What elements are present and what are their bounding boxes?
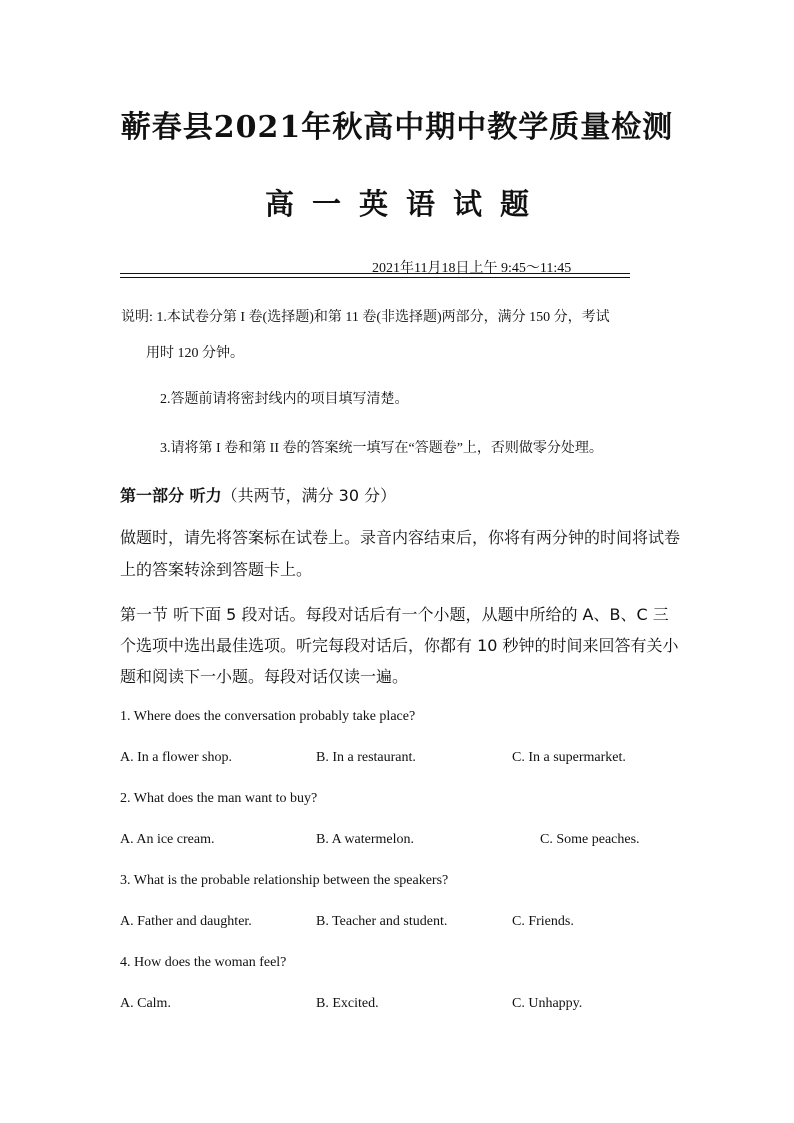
question-2: 2. What does the man want to buy? <box>120 791 318 806</box>
question-1-option-b: B. In a restaurant. <box>316 750 416 765</box>
part1-heading-bold: 第一部分 听力 <box>120 486 222 505</box>
header-rule-thick <box>120 273 630 274</box>
question-3-option-b: B. Teacher and student. <box>316 914 448 929</box>
note-1-line-1: 说明: 1.本试卷分第 I 卷(选择题)和第 11 卷(非选择题)两部分，满分 150 分，考试 <box>121 310 610 325</box>
exam-subtitle: 高一英语试题 <box>264 187 547 221</box>
question-1: 1. Where does the conversation probably take place? <box>120 709 416 724</box>
exam-date: 2021年11月18日上午 9:45～11:45 <box>372 261 572 276</box>
part1-instruction-line-1: 做题时，请先将答案标在试卷上。录音内容结束后，你将有两分钟的时间将试卷 <box>120 528 681 547</box>
question-4-option-c: C. Unhappy. <box>512 996 583 1011</box>
question-3-option-c: C. Friends. <box>512 914 574 929</box>
section1-line-1: 第一节 听下面 5 段对话。每段对话后有一个小题，从题中所给的 A、B、C 三 <box>120 605 669 624</box>
section1-line-3: 题和阅读下一小题。每段对话仅读一遍。 <box>120 667 409 686</box>
part1-heading-rest: （共两节，满分 30 分） <box>221 486 397 505</box>
question-2-option-a: A. An ice cream. <box>120 832 215 847</box>
question-1-option-c: C. In a supermarket. <box>512 750 626 765</box>
question-2-option-c: C. Some peaches. <box>540 832 640 847</box>
section1-line-2: 个选项中选出最佳选项。听完每段对话后，你都有 10 秒钟的时间来回答有关小 <box>120 636 679 655</box>
question-3: 3. What is the probable relationship between the speakers? <box>120 873 449 888</box>
question-2-option-b: B. A watermelon. <box>316 832 414 847</box>
header-rule-thin <box>120 277 630 278</box>
part1-heading <box>120 483 396 506</box>
question-4-option-b: B. Excited. <box>316 996 379 1011</box>
exam-title: 蕲春县2021年秋高中期中教学质量检测 <box>120 110 674 145</box>
note-1-line-2: 用时 120 分钟。 <box>146 346 244 361</box>
note-2: 2.答题前请将密封线内的项目填写清楚。 <box>160 392 409 407</box>
question-1-option-a: A. In a flower shop. <box>120 750 232 765</box>
note-3: 3.请将第 I 卷和第 II 卷的答案统一填写在“答题卷”上，否则做零分处理。 <box>160 441 603 456</box>
question-4: 4. How does the woman feel? <box>120 955 287 970</box>
part1-instruction-line-2: 上的答案转涂到答题卡上。 <box>120 560 313 579</box>
question-4-option-a: A. Calm. <box>120 996 171 1011</box>
question-3-option-a: A. Father and daughter. <box>120 914 252 929</box>
